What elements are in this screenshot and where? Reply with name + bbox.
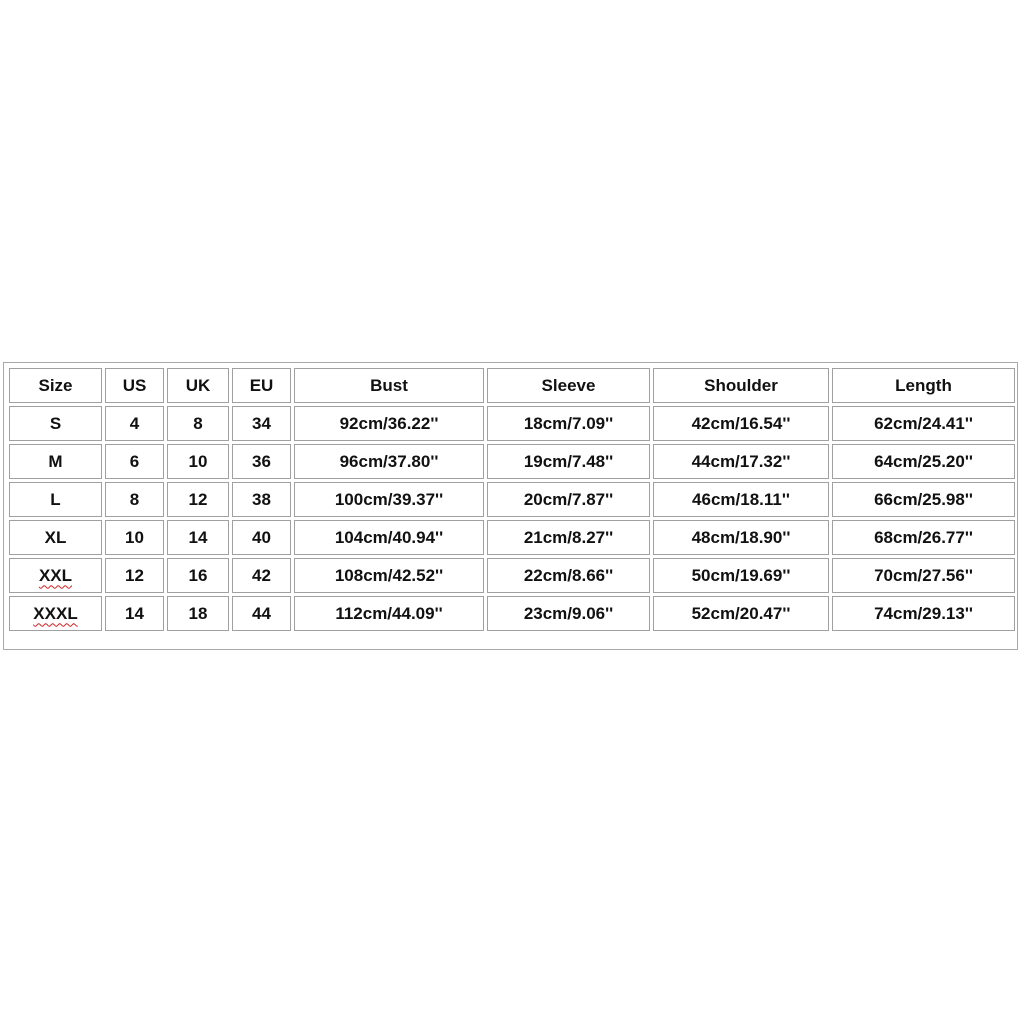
us-cell: 6 [105, 444, 164, 479]
eu-cell: 38 [232, 482, 291, 517]
header-uk: UK [167, 368, 229, 403]
size-chart-frame [3, 362, 1018, 650]
bust-cell: 104cm/40.94'' [294, 520, 484, 555]
us-cell: 12 [105, 558, 164, 593]
eu-cell: 40 [232, 520, 291, 555]
eu-cell: 34 [232, 406, 291, 441]
uk-cell: 8 [167, 406, 229, 441]
size-chart-table [6, 365, 1018, 634]
sleeve-cell: 23cm/9.06'' [487, 596, 650, 631]
sleeve-cell: 22cm/8.66'' [487, 558, 650, 593]
us-cell: 8 [105, 482, 164, 517]
table-row [9, 596, 1015, 631]
bust-cell: 108cm/42.52'' [294, 558, 484, 593]
table-row [9, 558, 1015, 593]
size-cell: XL [9, 520, 102, 555]
eu-cell: 36 [232, 444, 291, 479]
shoulder-cell: 44cm/17.32'' [653, 444, 829, 479]
length-cell: 70cm/27.56'' [832, 558, 1015, 593]
table-row [9, 444, 1015, 479]
size-cell: L [9, 482, 102, 517]
us-cell: 14 [105, 596, 164, 631]
length-cell: 64cm/25.20'' [832, 444, 1015, 479]
length-cell: 66cm/25.98'' [832, 482, 1015, 517]
uk-cell: 12 [167, 482, 229, 517]
us-cell: 10 [105, 520, 164, 555]
size-label-underlined: XXL [38, 565, 73, 585]
header-sleeve: Sleeve [487, 368, 650, 403]
header-length: Length [832, 368, 1015, 403]
bust-cell: 100cm/39.37'' [294, 482, 484, 517]
header-shoulder: Shoulder [653, 368, 829, 403]
bust-cell: 96cm/37.80'' [294, 444, 484, 479]
header-eu: EU [232, 368, 291, 403]
shoulder-cell: 50cm/19.69'' [653, 558, 829, 593]
uk-cell: 14 [167, 520, 229, 555]
uk-cell: 16 [167, 558, 229, 593]
size-label-underlined: XXXL [33, 603, 78, 623]
shoulder-cell: 52cm/20.47'' [653, 596, 829, 631]
header-bust: Bust [294, 368, 484, 403]
table-row [9, 406, 1015, 441]
size-cell: M [9, 444, 102, 479]
shoulder-cell: 42cm/16.54'' [653, 406, 829, 441]
shoulder-cell: 46cm/18.11'' [653, 482, 829, 517]
uk-cell: 18 [167, 596, 229, 631]
size-cell [9, 596, 102, 631]
sleeve-cell: 20cm/7.87'' [487, 482, 650, 517]
sleeve-cell: 19cm/7.48'' [487, 444, 650, 479]
size-cell [9, 558, 102, 593]
header-us: US [105, 368, 164, 403]
sleeve-cell: 21cm/8.27'' [487, 520, 650, 555]
bust-cell: 112cm/44.09'' [294, 596, 484, 631]
length-cell: 68cm/26.77'' [832, 520, 1015, 555]
header-row [9, 368, 1015, 403]
length-cell: 62cm/24.41'' [832, 406, 1015, 441]
table-row [9, 482, 1015, 517]
shoulder-cell: 48cm/18.90'' [653, 520, 829, 555]
eu-cell: 44 [232, 596, 291, 631]
sleeve-cell: 18cm/7.09'' [487, 406, 650, 441]
uk-cell: 10 [167, 444, 229, 479]
bust-cell: 92cm/36.22'' [294, 406, 484, 441]
length-cell: 74cm/29.13'' [832, 596, 1015, 631]
header-size: Size [9, 368, 102, 403]
us-cell: 4 [105, 406, 164, 441]
eu-cell: 42 [232, 558, 291, 593]
table-row [9, 520, 1015, 555]
size-cell: S [9, 406, 102, 441]
